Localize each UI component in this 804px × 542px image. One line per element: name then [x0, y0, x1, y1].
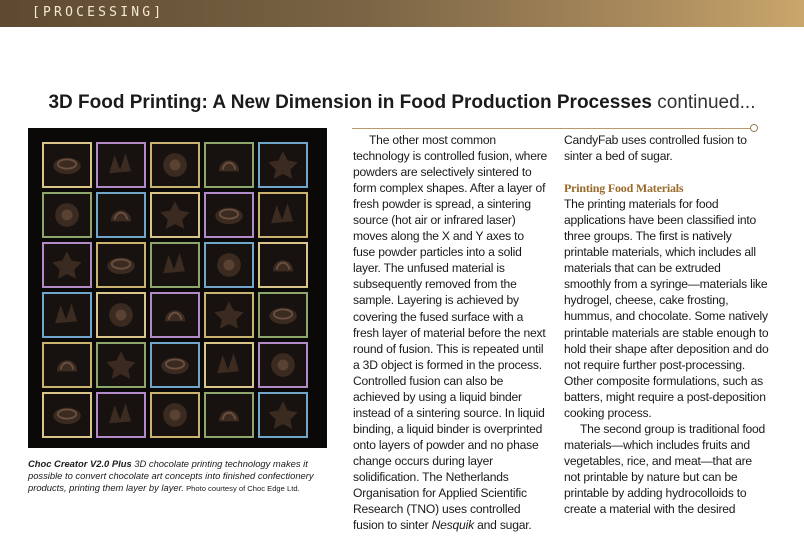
chocolate-sculpture-icon — [260, 244, 306, 286]
chocolate-sculpture-icon — [260, 294, 306, 336]
chocolate-sculpture-icon — [44, 294, 90, 336]
column1-italic: Nesquik — [431, 518, 474, 533]
chocolate-tile — [96, 142, 146, 188]
chocolate-sculpture-icon — [260, 144, 306, 186]
chocolate-sculpture-icon — [152, 144, 198, 186]
chocolate-tile — [96, 292, 146, 338]
chocolate-sculpture-icon — [260, 394, 306, 436]
article-column-1 — [353, 132, 549, 533]
section-label: [PROCESSING] — [32, 5, 165, 20]
chocolate-sculpture-icon — [206, 244, 252, 286]
chocolate-sculpture-icon — [98, 244, 144, 286]
chocolate-sculpture-icon — [206, 144, 252, 186]
column2-paragraph-1: The printing materials for food applications have been classified into three groups. The first is natively printable materials, which includes all materials that can be extruded smoothly from a syringe—materials like hydrogel, cheese, cake frosting, hummus, and chocolate. Some natively printable materials are stable enough to hold their shape after deposition and do not require further post-processing. Other composite formulations, such as batters, might require a post-deposition cooking process. — [564, 197, 769, 420]
chocolate-tile — [42, 142, 92, 188]
chocolate-sculpture-icon — [206, 294, 252, 336]
chocolate-sculpture-icon — [152, 194, 198, 236]
chocolate-sculpture-icon — [98, 194, 144, 236]
chocolate-tile — [42, 392, 92, 438]
column2-intro: CandyFab uses controlled fusion to sinter a bed of sugar. — [564, 133, 747, 164]
chocolate-sculpture-icon — [98, 394, 144, 436]
chocolate-sculpture-icon — [206, 194, 252, 236]
chocolate-tile — [258, 392, 308, 438]
chocolate-sculpture-icon — [98, 344, 144, 386]
chocolate-sculpture-icon — [152, 244, 198, 286]
chocolate-tile — [42, 192, 92, 238]
headline-title: 3D Food Printing: A New Dimension in Food Production Processes — [48, 92, 652, 113]
chocolate-sculpture-icon — [152, 394, 198, 436]
chocolate-tile — [42, 342, 92, 388]
chocolate-tile — [150, 292, 200, 338]
column2-paragraph-2: The second group is traditional food materials—which includes fruits and vegetables, rice, and meat—that are not printable by nature but can be printable by adding hydrocolloids to create a material with the desired — [564, 421, 766, 517]
chocolate-tile — [96, 342, 146, 388]
chocolate-sculpture-icon — [206, 344, 252, 386]
chocolate-sculpture-icon — [98, 144, 144, 186]
chocolate-tile — [258, 142, 308, 188]
column1-text-end: and sugar. — [473, 518, 532, 533]
chocolate-figure-photo — [28, 128, 327, 448]
chocolate-tile — [258, 242, 308, 288]
chocolate-tile — [96, 192, 146, 238]
figure-caption — [28, 458, 328, 495]
chocolate-sculpture-icon — [44, 344, 90, 386]
chocolate-sculpture-icon — [206, 394, 252, 436]
article-column-2 — [564, 132, 769, 517]
chocolate-tile — [42, 292, 92, 338]
chocolate-tile — [150, 392, 200, 438]
rule-end-ornament — [750, 124, 758, 132]
chocolate-tile — [204, 392, 254, 438]
chocolate-sculpture-icon — [44, 144, 90, 186]
chocolate-tile — [258, 292, 308, 338]
chocolate-sculpture-icon — [260, 344, 306, 386]
chocolate-tile-grid — [42, 142, 308, 438]
chocolate-tile — [204, 142, 254, 188]
chocolate-tile — [96, 392, 146, 438]
chocolate-tile — [42, 242, 92, 288]
section-subhead: Printing Food Materials — [564, 181, 684, 196]
column1-text: The other most common technology is controlled fusion, where powders are selectively sintered to form complex shapes. After a layer of fresh powder is spread, a sintering source (hot air or infrared laser) moves along the X and Y axes to fuse powder particles into a solid layer. The unfused material is subsequently removed from the sample. Layering is achieved by covering the fused surface with a fresh layer of material before the next round of fusion. This is repeated until a 3D object is formed in the process. Controlled fusion can also be achieved by using a liquid binder instead of a sintering source. In liquid binding, a liquid binder is overprinted onto layers of powder and no phase change occurs during layer solidification. The Netherlands Organisation for Applied Scientific Research (TNO) uses controlled fusion to sinter — [353, 133, 548, 533]
chocolate-tile — [258, 192, 308, 238]
chocolate-tile — [150, 192, 200, 238]
chocolate-tile — [204, 192, 254, 238]
chocolate-tile — [96, 242, 146, 288]
chocolate-sculpture-icon — [44, 244, 90, 286]
caption-product: Choc Creator V2.0 Plus — [28, 458, 132, 469]
column1-paragraph — [353, 132, 549, 533]
chocolate-tile — [258, 342, 308, 388]
chocolate-sculpture-icon — [152, 294, 198, 336]
headline-rule — [352, 128, 752, 129]
chocolate-sculpture-icon — [44, 394, 90, 436]
chocolate-tile — [150, 142, 200, 188]
chocolate-tile — [204, 292, 254, 338]
chocolate-sculpture-icon — [260, 194, 306, 236]
caption-text: 3D chocolate printing technology makes it possible to convert chocolate art concepts into finished confectionery products, printing them layer by layer. — [28, 458, 314, 493]
chocolate-tile — [204, 342, 254, 388]
headline-continued: continued... — [651, 92, 756, 113]
chocolate-sculpture-icon — [98, 294, 144, 336]
chocolate-tile — [204, 242, 254, 288]
chocolate-sculpture-icon — [44, 194, 90, 236]
article-headline — [0, 92, 804, 114]
chocolate-tile — [150, 342, 200, 388]
chocolate-sculpture-icon — [152, 344, 198, 386]
chocolate-tile — [150, 242, 200, 288]
section-banner — [0, 0, 804, 27]
caption-credit: Photo courtesy of Choc Edge Ltd. — [183, 484, 300, 493]
